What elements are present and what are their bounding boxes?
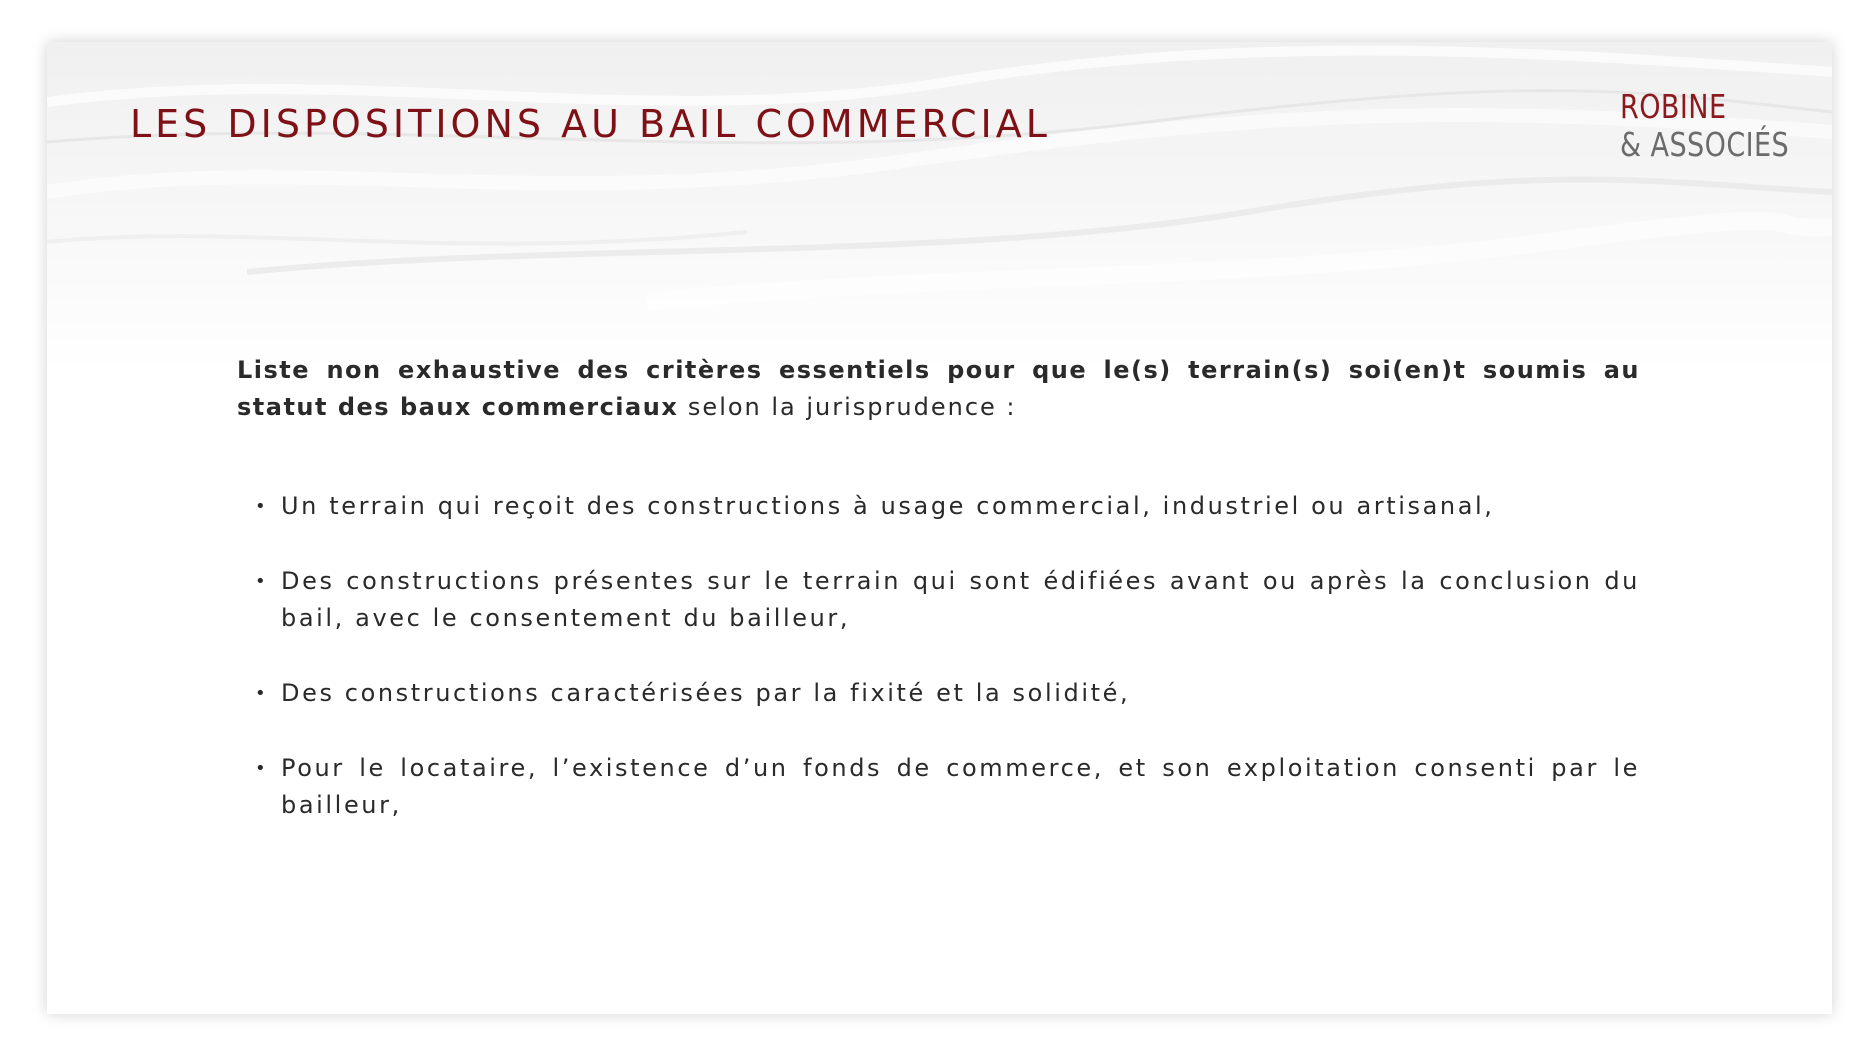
slide-content xyxy=(237,352,1640,862)
list-item-text: Pour le locataire, l’existence d’un fonds de commerce, et son exploitation consenti par le bailleur, xyxy=(281,754,1640,819)
bullet-icon: • xyxy=(255,571,269,592)
slide-title: LES DISPOSITIONS AU BAIL COMMERCIAL xyxy=(130,102,1051,146)
intro-paragraph xyxy=(237,352,1640,426)
criteria-list xyxy=(237,488,1640,824)
slide xyxy=(47,42,1832,1014)
list-item-text: Des constructions caractérisées par la fixité et la solidité, xyxy=(281,679,1131,707)
list-item xyxy=(237,750,1640,824)
list-item-text: Des constructions présentes sur le terrain qui sont édifiées avant ou après la conclusion du bail, avec le consentement du bailleur, xyxy=(281,567,1640,632)
robine-associes-logo xyxy=(1620,87,1826,164)
intro-bold-text: Liste non exhaustive des critères essentiels pour que le(s) terrain(s) soi(en)t soumis au statut des baux commerciaux xyxy=(237,356,1640,421)
logo-line-associes: & ASSOCIÉS xyxy=(1620,125,1790,164)
intro-rest-text: selon la jurisprudence : xyxy=(678,393,1017,421)
list-item-text: Un terrain qui reçoit des constructions à usage commercial, industriel ou artisanal, xyxy=(281,492,1495,520)
marble-texture xyxy=(47,42,1832,372)
bullet-icon: • xyxy=(255,758,269,779)
logo-line-robine: ROBINE xyxy=(1620,87,1727,126)
marble-header-background xyxy=(47,42,1832,372)
list-item xyxy=(237,675,1640,712)
list-item xyxy=(237,563,1640,637)
bullet-icon: • xyxy=(255,683,269,704)
bullet-icon: • xyxy=(255,496,269,517)
list-item xyxy=(237,488,1640,525)
